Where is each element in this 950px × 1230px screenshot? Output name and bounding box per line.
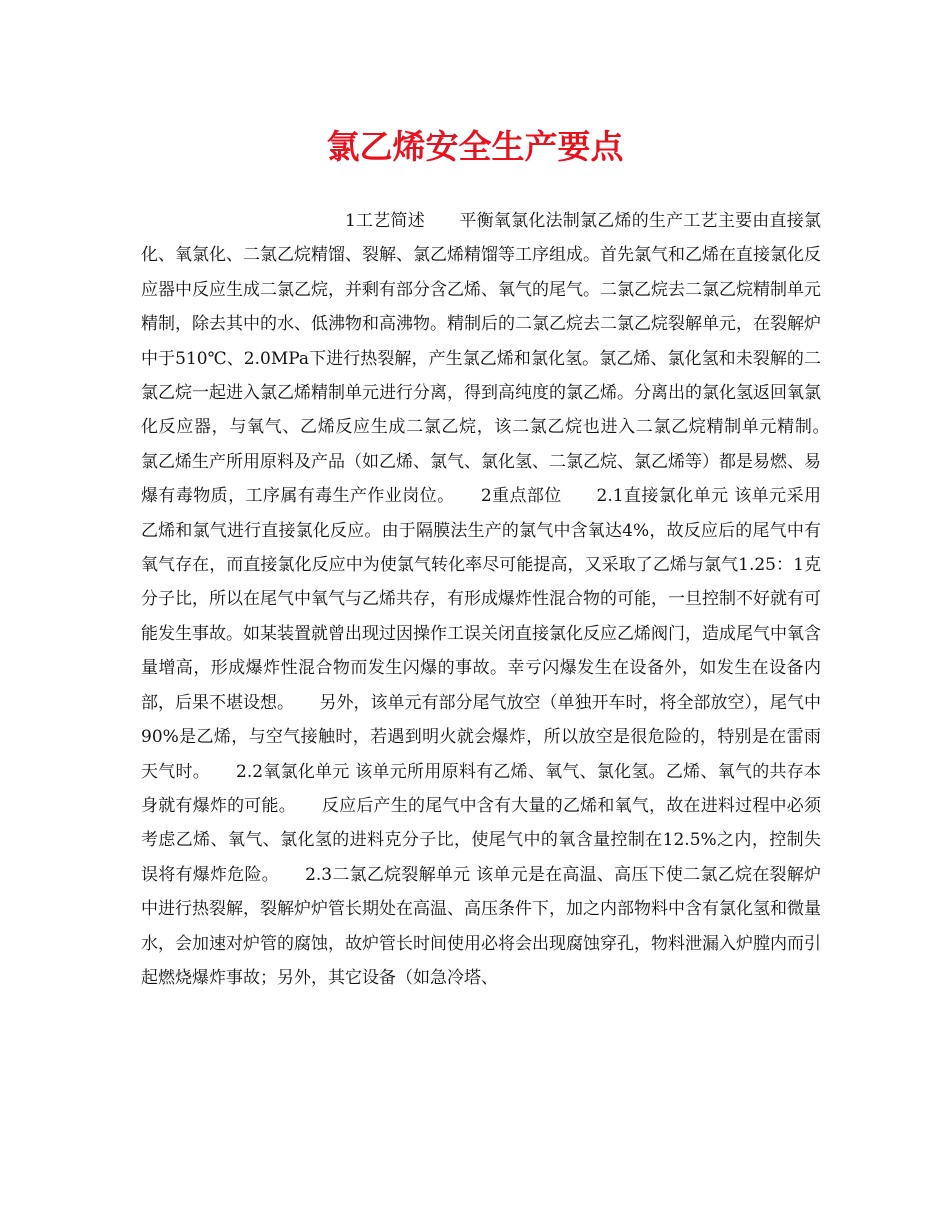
document-title: 氯乙烯安全生产要点 <box>326 127 624 166</box>
document-body-paragraph: 1工艺简述 平衡氧氯化法制氯乙烯的生产工艺主要由直接氯化、氧氯化、二氯乙烷精馏、裂解、氯乙烯精馏等工序组成。首先氯气和乙烯在直接氯化反应器中反应生成二氯乙烷，并剩有部分含乙烯、氧气的尾气。二氯乙烷去二氯乙烷精制单元精制，除去其中的水、低沸物和高沸物。精制后的二氯乙烷去二氯乙烷裂解单元，在裂解炉中于510℃、2.0MPa下进行热裂解，产生氯乙烯和氯化氢。氯乙烯、氯化氢和未裂解的二氯乙烷一起进入氯乙烯精制单元进行分离，得到高纯度的氯乙烯。分离出的氯化氢返回氧氯化反应器，与氧气、乙烯反应生成二氯乙烷，该二氯乙烷也进入二氯乙烷精制单元精制。 氯乙烯生产所用原料及产品（如乙烯、氯气、氯化氢、二氯乙烷、氯乙烯等）都是易燃、易爆有毒物质，工序属有毒生产作业岗位。 2重点部位 2.1直接氯化单元 该单元采用乙烯和氯气进行直接氯化反应。由于隔膜法生产的氯气中含氧达4%，故反应后的尾气中有氧气存在，而直接氯化反应中为使氯气转化率尽可能提高，又采取了乙烯与氯气1.25：1克分子比，所以在尾气中氧气与乙烯共存，有形成爆炸性混合物的可能，一旦控制不好就有可能发生事故。如某装置就曾出现过因操作工误关闭直接氯化反应乙烯阀门，造成尾气中氧含量增高，形成爆炸性混合物而发生闪爆的事故。幸亏闪爆发生在设备外，如发生在设备内部，后果不堪设想。 另外，该单元有部分尾气放空（单独开车时，将全部放空），尾气中90%是乙烯，与空气接触时，若遇到明火就会爆炸，所以放空是很危险的，特别是在雷雨天气时。 2.2氧氯化单元 该单元所用原料有乙烯、氧气、氯化氢。乙烯、氧气的共存本身就有爆炸的可能。 反应后产生的尾气中含有大量的乙烯和氧气，故在进料过程中必须考虑乙烯、氧气、氯化氢的进料克分子比，使尾气中的氧含量控制在12.5%之内，控制失误将有爆炸危险。 2.3二氯乙烷裂解单元 该单元是在高温、高压下使二氯乙烷在裂解炉中进行热裂解，裂解炉炉管长期处在高温、高压条件下，加之内部物料中含有氯化氢和微量水，会加速对炉管的腐蚀，故炉管长时间使用必将会出现腐蚀穿孔，物料泄漏入炉膛内而引起燃烧爆炸事故；另外，其它设备（如急冷塔、 <box>141 211 855 988</box>
